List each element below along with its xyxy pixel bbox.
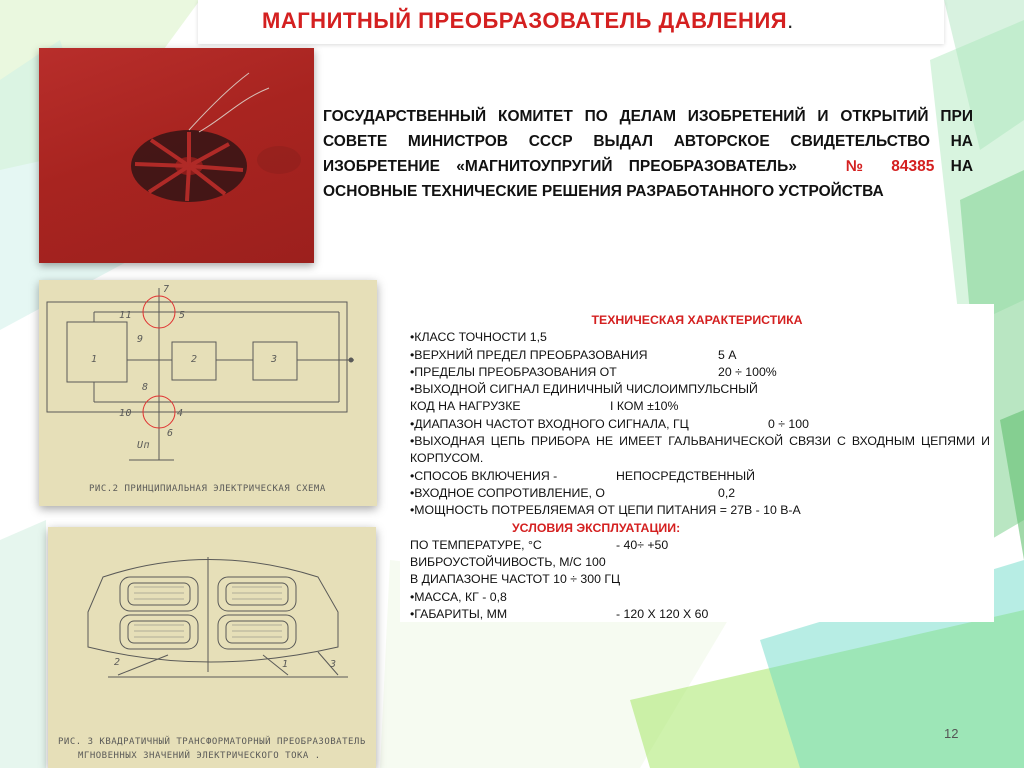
page-number: 12 (944, 726, 959, 741)
schematic-label-3: 3 (271, 354, 278, 365)
page-title: МАГНИТНЫЙ ПРЕОБРАЗОВАТЕЛЬ ДАВЛЕНИЯ. (262, 8, 794, 33)
transformer-label-2: 2 (114, 657, 121, 668)
specs-heading: ТЕХНИЧЕСКАЯ ХАРАКТЕРИСТИКА (591, 313, 803, 327)
certificate-number: № 84385 (845, 158, 935, 175)
transformer-scan (48, 527, 376, 768)
transformer-caption-line2: МГНОВЕННЫХ ЗНАЧЕНИЙ ЭЛЕКТРИЧЕСКОГО ТОКА . (78, 751, 321, 761)
transformer-drawing (48, 527, 376, 768)
schematic-label-2: 2 (191, 354, 198, 365)
spec-limits: •ПРЕДЕЛЫ ПРЕОБРАЗОВАНИЯ ОТ 20 ÷ 100% (410, 364, 777, 379)
spec-vibration-range: В ДИАПАЗОНЕ ЧАСТОТ 10 ÷ 300 ГЦ (410, 572, 621, 587)
schematic-scan (39, 280, 377, 506)
spec-output-signal: •ВЫХОДНОЙ СИГНАЛ ЕДИНИЧНЫЙ ЧИСЛОИМПУЛЬСНЫЙ (410, 382, 758, 397)
schematic-label-1: 1 (91, 354, 98, 365)
schematic-label-10: 10 (119, 408, 133, 419)
spec-power: •МОЩНОСТЬ ПОТРЕБЛЯЕМАЯ ОТ ЦЕПИ ПИТАНИЯ = 27В - 10 В-А (410, 503, 801, 518)
sensor-photo (39, 48, 314, 263)
spec-accuracy: •КЛАСС ТОЧНОСТИ 1,5 (410, 330, 547, 345)
spec-method: •СПОСОБ ВКЛЮЧЕНИЯ - НЕПОСРЕДСТВЕННЫЙ (410, 468, 755, 483)
schematic-label-9: 9 (137, 334, 144, 345)
schematic-label-7: 7 (163, 284, 170, 295)
spec-frequency: •ДИАПАЗОН ЧАСТОТ ВХОДНОГО СИГНАЛА, ГЦ 0 ÷ 100 (410, 416, 809, 431)
intro-paragraph: ГОСУДАРСТВЕННЫЙ КОМИТЕТ ПО ДЕЛАМ ИЗОБРЕТЕНИЙ И ОТКРЫТИЙ ПРИ СОВЕТЕ МИНИСТРОВ СССР ВЫДАЛ АВТОРСКОЕ СВИДЕТЕЛЬСТВО НА ИЗОБРЕТЕНИЕ «МАГНИТОУПРУГИЙ ПРЕОБРАЗОВАТЕЛЬ» № 84385 НА ОСНОВНЫЕ ТЕХНИЧЕСКИЕ РЕШЕНИЯ РАЗРАБОТАННОГО УСТРОЙСТВА (323, 108, 974, 200)
conditions-heading: УСЛОВИЯ ЭКСПЛУАТАЦИИ: (512, 520, 681, 535)
spec-temperature: ПО ТЕМПЕРАТУРЕ, °С - 40÷ +50 (410, 537, 669, 552)
sensor-photo-drawing (39, 48, 314, 263)
spec-vibration: ВИБРОУСТОЙЧИВОСТЬ, М/С 100 (410, 555, 606, 570)
schematic-label-up: Uп (137, 440, 151, 451)
schematic-label-8: 8 (142, 382, 149, 393)
transformer-label-1: 1 (282, 659, 289, 670)
spec-resistance: •ВХОДНОЕ СОПРОТИВЛЕНИЕ, О 0,2 (410, 485, 736, 500)
schematic-label-11: 11 (119, 310, 133, 321)
transformer-label-3: 3 (330, 659, 337, 670)
schematic-drawing (39, 280, 377, 506)
spec-upper-limit: •ВЕРХНИЙ ПРЕДЕЛ ПРЕОБРАЗОВАНИЯ 5 А (410, 347, 737, 362)
spec-dimensions: •ГАБАРИТЫ, ММ - 120 Х 120 Х 60 (410, 607, 709, 622)
spec-load: КОД НА НАГРУЗКЕ I КОМ ±10% (410, 399, 679, 414)
transformer-caption-line1: РИС. 3 КВАДРАТИЧНЫЙ ТРАНСФОРМАТОРНЫЙ ПРЕОБРАЗОВАТЕЛЬ (58, 737, 366, 747)
technical-specs-panel (400, 304, 994, 622)
schematic-label-6: 6 (167, 428, 174, 439)
schematic-label-5: 5 (179, 310, 186, 321)
schematic-label-4: 4 (177, 408, 184, 419)
spec-output-circuit: •ВЫХОДНАЯ ЦЕПЬ ПРИБОРА НЕ ИМЕЕТ ГАЛЬВАНИЧЕСКОЙ СВЯЗИ С ВХОДНЫМ ЦЕПЯМИ И КОРПУСОМ. (410, 434, 990, 466)
schematic-caption: РИС.2 ПРИНЦИПИАЛЬНАЯ ЭЛЕКТРИЧЕСКАЯ СХЕМА (89, 484, 326, 494)
spec-mass: •МАССА, КГ - 0,8 (410, 589, 507, 604)
